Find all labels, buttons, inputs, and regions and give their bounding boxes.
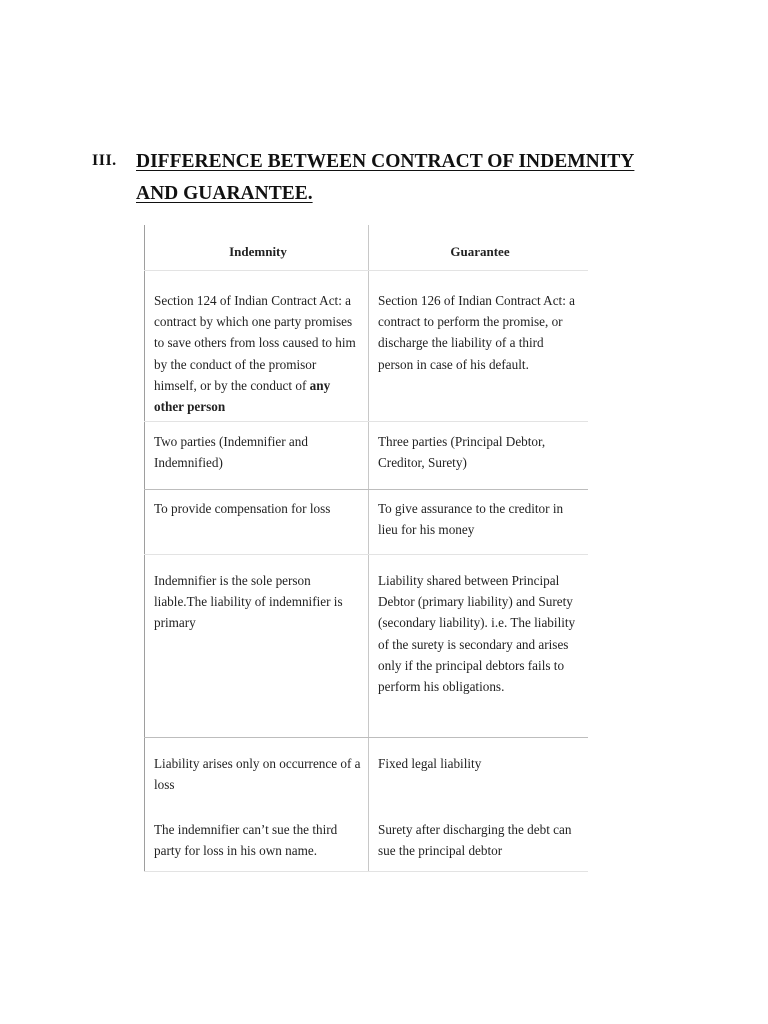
guarantee-text: Fixed legal liability <box>378 756 482 771</box>
indemnity-text: Liability arises only on occurrence of a loss <box>154 756 361 793</box>
comparison-table <box>144 225 588 872</box>
column-header-guarantee <box>368 225 588 270</box>
guarantee-text: Liability shared between Principal Debtor (primary liability) and Surety (secondary liability). i.e. The liability of the surety is secondary and arises only if the principal debtors fails to perform his obligations. <box>378 573 576 695</box>
indemnity-text: To provide compensation for loss <box>154 501 331 516</box>
indemnity-text: The indemnifier can’t sue the third party for loss in his own name. <box>154 822 338 859</box>
indemnity-definition: Section 124 of Indian Contract Act: a contract by which one party promises to save others from loss caused to him by the conduct of the promisor himself, or by the conduct of <box>154 293 356 393</box>
indemnity-cell <box>144 422 368 489</box>
table-row <box>144 271 588 422</box>
guarantee-cell <box>368 738 588 802</box>
section-number: III. <box>92 152 117 169</box>
guarantee-cell <box>368 490 588 554</box>
indemnity-text: Two parties (Indemnifier and Indemnified) <box>154 434 308 471</box>
column-header-label: Guarantee <box>450 244 510 259</box>
guarantee-text: Section 126 of Indian Contract Act: a contract to perform the promise, or discharge the liability of a third person in case of his default. <box>378 293 576 372</box>
indemnity-cell <box>144 738 368 802</box>
indemnity-text: Indemnifier is the sole person liable.The liability of indemnifier is primary <box>154 573 343 631</box>
guarantee-cell <box>368 555 588 737</box>
column-header-label: Indemnity <box>229 244 287 259</box>
indemnity-cell <box>144 271 368 421</box>
column-header-indemnity <box>144 225 368 270</box>
guarantee-cell <box>368 802 588 871</box>
indemnity-cell <box>144 802 368 871</box>
indemnity-cell <box>144 555 368 737</box>
guarantee-cell <box>368 271 588 421</box>
indemnity-emphasis: any other person <box>154 377 331 415</box>
table-row <box>144 738 588 802</box>
indemnity-text <box>154 271 362 417</box>
table-row <box>144 555 588 738</box>
guarantee-cell <box>368 422 588 489</box>
guarantee-text: To give assurance to the creditor in lieu for his money <box>378 501 564 538</box>
table-row <box>144 490 588 555</box>
table-row <box>144 422 588 490</box>
guarantee-text: Three parties (Principal Debtor, Creditor, Surety) <box>378 434 546 471</box>
table-row <box>144 802 588 872</box>
section-title: DIFFERENCE BETWEEN CONTRACT OF INDEMNITY AND GUARANTEE. <box>136 151 635 204</box>
table-header-row <box>144 225 588 271</box>
indemnity-cell <box>144 490 368 554</box>
guarantee-text: Surety after discharging the debt can sue the principal debtor <box>378 822 572 859</box>
